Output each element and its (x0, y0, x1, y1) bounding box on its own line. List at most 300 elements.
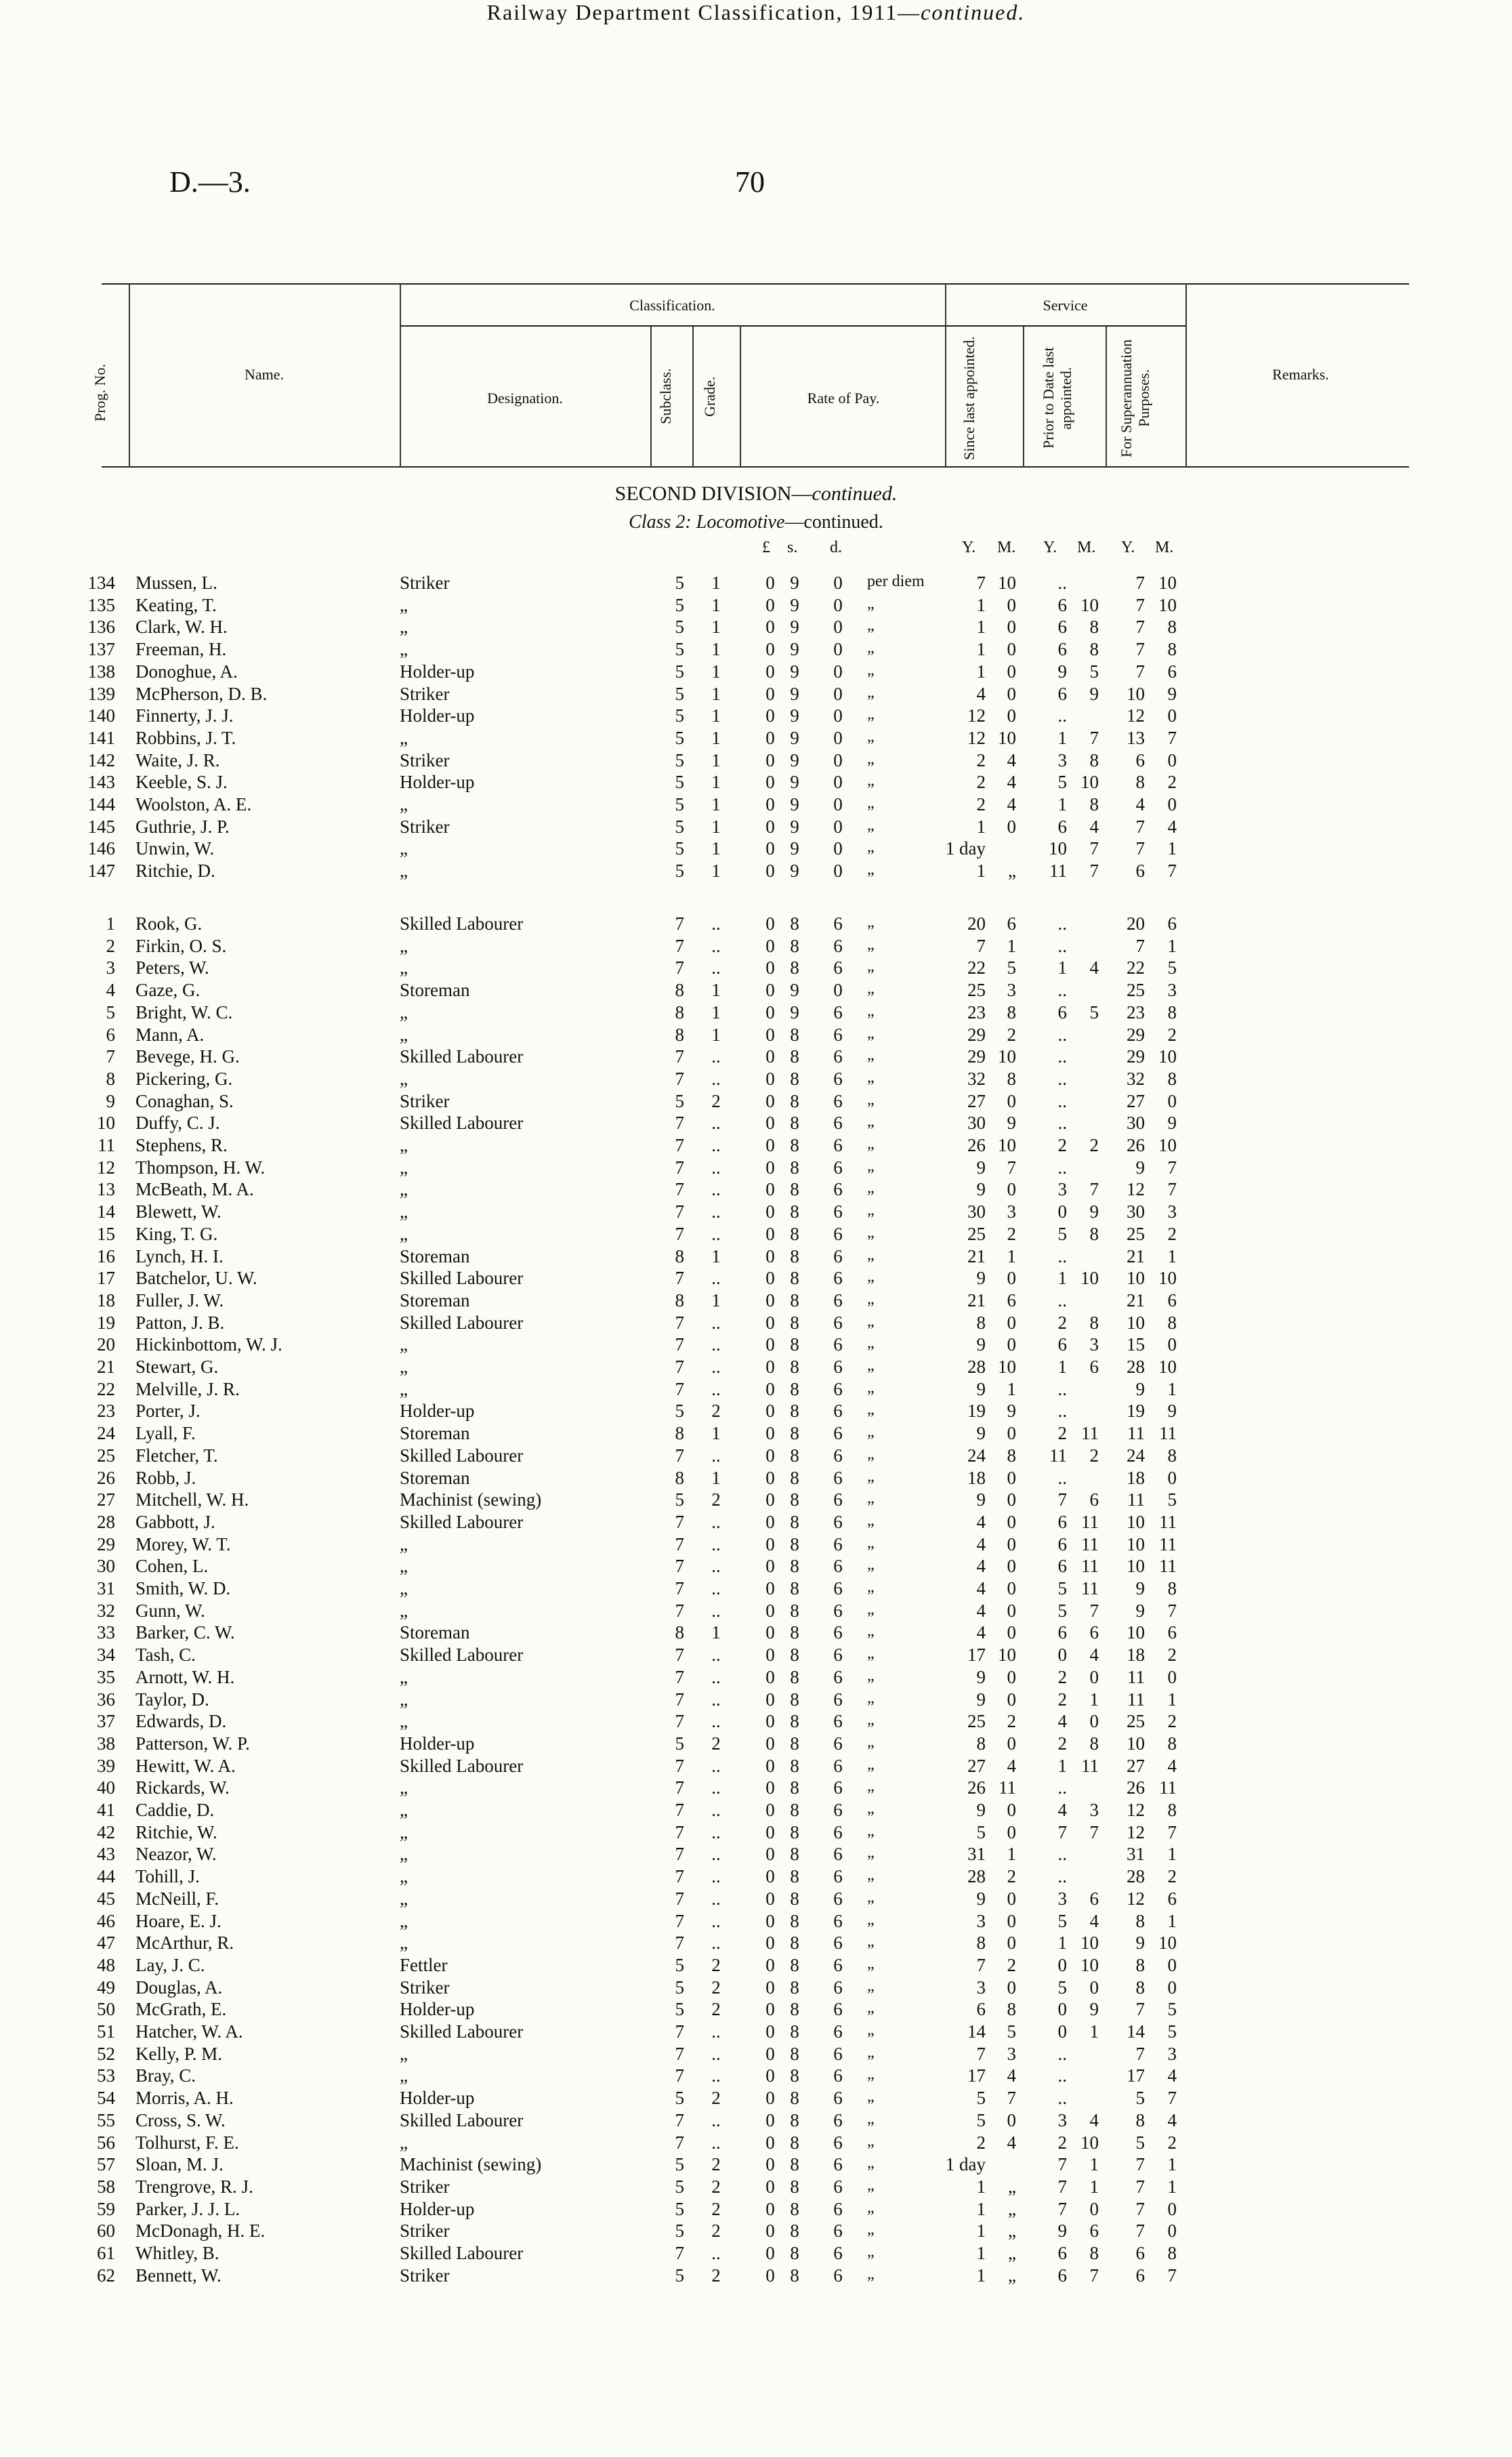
rate-period: „ (867, 1578, 875, 1596)
since-months: 0 (1007, 1179, 1016, 1200)
table-row (0, 1689, 1512, 1711)
super-months: 9 (1167, 683, 1177, 704)
employee-name: Stewart, G. (135, 1357, 219, 1377)
super-years: 10 (1127, 683, 1145, 704)
since-years: 4 (976, 1578, 986, 1598)
table-row (0, 1578, 1512, 1600)
super-years: 21 (1127, 1289, 1145, 1310)
subclass: 5 (675, 1954, 684, 1975)
super-months: 1 (1167, 1689, 1177, 1710)
rate-pence: 6 (833, 1002, 843, 1023)
rate-pence: 6 (833, 2243, 843, 2263)
prior-years: 0 (1057, 1999, 1067, 2020)
grade: .. (711, 935, 721, 956)
table-row (0, 1025, 1512, 1046)
designation: „ (400, 1866, 408, 1887)
rate-shillings: 8 (790, 2154, 799, 2175)
since-years: 5 (976, 2109, 986, 2130)
designation: „ (400, 1888, 408, 1909)
table-row (0, 1866, 1512, 1888)
rate-shillings: 8 (790, 1533, 799, 1554)
rate-pence: 6 (833, 1135, 843, 1155)
designation: Striker (400, 2176, 450, 2197)
since-months: 9 (1007, 1113, 1016, 1134)
rate-pence: 6 (833, 2109, 843, 2130)
rate-pence: 6 (833, 1378, 843, 1399)
employee-name: McBeath, M. A. (135, 1179, 254, 1200)
since-years: 1 day (945, 2154, 986, 2175)
rate-pence: 6 (833, 2021, 843, 2042)
prior-years: 2 (1057, 1423, 1067, 1444)
designation: „ (400, 1600, 408, 1621)
super-months: 0 (1167, 1977, 1177, 1998)
rate-shillings: 8 (790, 2088, 799, 2109)
grade: .. (711, 1645, 721, 1666)
rate-pounds: 0 (765, 1401, 775, 1422)
col-grade: Grade. (701, 376, 718, 417)
subclass: 5 (675, 2265, 684, 2286)
super-months: 11 (1159, 1777, 1177, 1798)
designation: „ (400, 617, 408, 638)
prog-no: 62 (97, 2265, 115, 2286)
rate-pence: 6 (833, 1866, 843, 1887)
rate-period: „ (867, 1157, 875, 1175)
grade: 2 (711, 2265, 721, 2286)
designation: Storeman (400, 1622, 470, 1643)
rate-pence: 0 (833, 749, 843, 770)
rate-pence: 0 (833, 980, 843, 1001)
prior-years: 5 (1057, 1578, 1067, 1598)
super-months: 6 (1167, 1289, 1177, 1310)
prior-months: 8 (1089, 617, 1099, 638)
rate-period: „ (867, 617, 875, 635)
rate-shillings: 8 (790, 1113, 799, 1134)
rate-pence: 6 (833, 1622, 843, 1643)
grade: 1 (711, 794, 721, 814)
rate-pence: 6 (833, 1933, 843, 1954)
prog-no: 12 (97, 1157, 115, 1178)
rate-pounds: 0 (765, 1090, 775, 1111)
since-months: 2 (1007, 1024, 1016, 1045)
rate-pence: 6 (833, 1977, 843, 1998)
super-months: 10 (1158, 573, 1177, 593)
since-years: 9 (976, 1157, 986, 1178)
grade: .. (711, 1268, 721, 1289)
rate-pounds: 0 (765, 594, 775, 615)
designation: „ (400, 1933, 408, 1954)
since-months: 7 (1007, 2088, 1016, 2109)
super-months: 6 (1167, 913, 1177, 934)
grade: 1 (711, 1289, 721, 1310)
super-months: 2 (1167, 1711, 1177, 1732)
table-row (0, 1888, 1512, 1910)
prog-no: 48 (97, 1954, 115, 1975)
rate-pence: 6 (833, 1533, 843, 1554)
employee-name: Patterson, W. P. (135, 1733, 250, 1754)
super-months: 10 (1158, 1046, 1177, 1067)
rate-pounds: 0 (765, 816, 775, 837)
subclass: 5 (675, 617, 684, 638)
rate-shillings: 9 (790, 1002, 799, 1023)
grade: 1 (711, 980, 721, 1001)
table-row (0, 1046, 1512, 1068)
prior-years: 5 (1057, 1910, 1067, 1931)
employee-name: Bray, C. (135, 2065, 196, 2086)
employee-name: Woolston, A. E. (135, 794, 252, 814)
prior-months: 6 (1089, 1357, 1099, 1377)
rate-shillings: 8 (790, 2021, 799, 2042)
col-prog-no: Prog. No. (91, 364, 108, 422)
super-years: 25 (1127, 980, 1145, 1001)
rate-period: „ (867, 2176, 875, 2194)
rate-pounds: 0 (765, 1157, 775, 1178)
super-years: 27 (1127, 1090, 1145, 1111)
grade: .. (711, 957, 721, 978)
super-months: 6 (1167, 661, 1177, 682)
prior-months: 5 (1089, 1002, 1099, 1023)
employee-name: Finnerty, J. J. (135, 705, 234, 726)
designation: „ (400, 1800, 408, 1820)
prior-years: .. (1057, 1024, 1067, 1045)
employee-name: Cross, S. W. (135, 2109, 226, 2130)
designation: Storeman (400, 1289, 470, 1310)
prior-months: 6 (1089, 2221, 1099, 2242)
since-years: 1 (976, 617, 986, 638)
subclass: 7 (675, 1113, 684, 1134)
rate-period: „ (867, 1556, 875, 1574)
super-months: 8 (1167, 1002, 1177, 1023)
prog-no: 43 (97, 1844, 115, 1865)
col-designation: Designation. (487, 390, 563, 407)
prior-years: 7 (1057, 2198, 1067, 2219)
employee-name: Batchelor, U. W. (135, 1268, 257, 1289)
super-years: 6 (1135, 749, 1145, 770)
rate-period: „ (867, 1334, 875, 1353)
prog-no: 137 (87, 639, 115, 660)
super-months: 7 (1167, 861, 1177, 882)
table-row (0, 661, 1512, 683)
rate-pounds: 0 (765, 1689, 775, 1710)
prog-no: 144 (87, 794, 115, 814)
subclass: 7 (675, 1777, 684, 1798)
rate-pounds: 0 (765, 1954, 775, 1975)
since-years: 9 (976, 1378, 986, 1399)
super-months: 10 (1158, 1933, 1177, 1954)
prog-no: 46 (97, 1910, 115, 1931)
super-years: 9 (1135, 1933, 1145, 1954)
table-row (0, 1445, 1512, 1467)
since-years: 2 (976, 2132, 986, 2153)
table-row (0, 1468, 1512, 1489)
super-years: 8 (1135, 1910, 1145, 1931)
rate-shillings: 8 (790, 1821, 799, 1842)
since-years: 5 (976, 2088, 986, 2109)
rate-shillings: 8 (790, 1711, 799, 1732)
super-months: 11 (1159, 1423, 1177, 1444)
table-row (0, 1069, 1512, 1090)
rate-pounds: 0 (765, 2265, 775, 2286)
table-row (0, 1911, 1512, 1933)
since-months: 2 (1007, 1223, 1016, 1244)
subclass: 7 (675, 1135, 684, 1155)
employee-name: Stephens, R. (135, 1135, 228, 1155)
since-months: 0 (1007, 2109, 1016, 2130)
employee-name: Morey, W. T. (135, 1533, 231, 1554)
rate-pence: 6 (833, 957, 843, 978)
prog-no: 40 (97, 1777, 115, 1798)
subclass: 8 (675, 1289, 684, 1310)
table-row (0, 1933, 1512, 1954)
since-months: 0 (1007, 705, 1016, 726)
since-years: 26 (967, 1135, 986, 1155)
prog-no: 22 (97, 1378, 115, 1399)
subclass: 7 (675, 1511, 684, 1532)
rate-period: „ (867, 749, 875, 768)
super-months: 6 (1167, 1622, 1177, 1643)
prior-months: 0 (1089, 1711, 1099, 1732)
prior-months: 10 (1080, 772, 1099, 793)
rate-shillings: 8 (790, 1733, 799, 1754)
super-years: 7 (1135, 2043, 1145, 2064)
table-row (0, 1777, 1512, 1799)
prior-years: .. (1057, 1467, 1067, 1488)
rate-period: „ (867, 816, 875, 834)
designation: Skilled Labourer (400, 1511, 524, 1532)
prior-years: .. (1057, 1289, 1067, 1310)
super-years: 27 (1127, 1755, 1145, 1776)
rate-pounds: 0 (765, 1999, 775, 2020)
rate-shillings: 8 (790, 1622, 799, 1643)
employee-name: Firkin, O. S. (135, 935, 227, 956)
since-years: 27 (967, 1755, 986, 1776)
rate-shillings: 8 (790, 2043, 799, 2064)
rate-pounds: 0 (765, 2109, 775, 2130)
prog-no: 54 (97, 2088, 115, 2109)
rate-pounds: 0 (765, 1711, 775, 1732)
since-years: 17 (967, 1645, 986, 1666)
rate-shillings: 8 (790, 957, 799, 978)
rate-shillings: 9 (790, 639, 799, 660)
prior-months: 11 (1081, 1423, 1099, 1444)
unit-m1: M. (997, 539, 1016, 556)
designation: „ (400, 935, 408, 956)
super-months: 1 (1167, 1910, 1177, 1931)
table-row (0, 2110, 1512, 2132)
rate-shillings: 8 (790, 1689, 799, 1710)
since-months: 4 (1007, 1755, 1016, 1776)
since-years: 8 (976, 1733, 986, 1754)
rate-period: „ (867, 594, 875, 613)
prior-months: 11 (1081, 1533, 1099, 1554)
employee-name: Douglas, A. (135, 1977, 223, 1998)
since-years: 4 (976, 1556, 986, 1577)
rate-period: „ (867, 1777, 875, 1796)
employee-name: Bennett, W. (135, 2265, 222, 2286)
super-months: 2 (1167, 1223, 1177, 1244)
since-months: 10 (998, 573, 1016, 593)
grade: .. (711, 1334, 721, 1355)
rate-shillings: 8 (790, 1600, 799, 1621)
subclass: 7 (675, 1179, 684, 1200)
designation: Striker (400, 1090, 450, 1111)
rate-period: „ (867, 2088, 875, 2106)
since-years: 24 (967, 1445, 986, 1466)
since-years: 21 (967, 1289, 986, 1310)
rate-pounds: 0 (765, 1378, 775, 1399)
since-months: 0 (1007, 1666, 1016, 1687)
subclass: 5 (675, 2154, 684, 2175)
super-months: 2 (1167, 2132, 1177, 2153)
since-years: 9 (976, 1689, 986, 1710)
employee-name: Sloan, M. J. (135, 2154, 224, 2175)
prog-no: 56 (97, 2132, 115, 2153)
rate-period: „ (867, 1201, 875, 1220)
since-years: 9 (976, 1179, 986, 1200)
subclass: 5 (675, 2088, 684, 2109)
super-months: 7 (1167, 1157, 1177, 1178)
employee-name: Kelly, P. M. (135, 2043, 223, 2064)
rate-pence: 6 (833, 1312, 843, 1333)
super-months: 0 (1167, 1090, 1177, 1111)
grade: 1 (711, 749, 721, 770)
designation: „ (400, 1578, 408, 1598)
designation: Fettler (400, 1954, 448, 1975)
rate-pounds: 0 (765, 2043, 775, 2064)
rate-pence: 6 (833, 1844, 843, 1865)
prior-months: 8 (1089, 1312, 1099, 1333)
super-months: 1 (1167, 1378, 1177, 1399)
prior-months: 4 (1089, 2109, 1099, 2130)
prior-years: 6 (1057, 1556, 1067, 1577)
employee-name: Barker, C. W. (135, 1622, 235, 1643)
prior-years: 3 (1057, 1888, 1067, 1909)
since-months: „ (1008, 2221, 1016, 2242)
rate-pence: 6 (833, 1268, 843, 1289)
table-row (0, 2176, 1512, 2198)
rate-pounds: 0 (765, 1556, 775, 1577)
rate-period: „ (867, 705, 875, 724)
super-years: 9 (1135, 1600, 1145, 1621)
super-years: 10 (1127, 1511, 1145, 1532)
since-years: 4 (976, 683, 986, 704)
employee-name: Parker, J. J. L. (135, 2198, 240, 2219)
table-row (0, 1157, 1512, 1179)
super-years: 8 (1135, 1977, 1145, 1998)
prog-no: 24 (97, 1423, 115, 1444)
subclass: 5 (675, 727, 684, 748)
employee-name: Hoare, E. J. (135, 1910, 222, 1931)
super-years: 25 (1127, 1711, 1145, 1732)
since-months: 3 (1007, 1201, 1016, 1222)
rate-pence: 6 (833, 2221, 843, 2242)
employee-name: Tash, C. (135, 1645, 196, 1666)
prior-months: 6 (1089, 1622, 1099, 1643)
rate-pounds: 0 (765, 1467, 775, 1488)
rate-pounds: 0 (765, 794, 775, 814)
super-years: 18 (1127, 1467, 1145, 1488)
table-row (0, 1955, 1512, 1977)
prior-years: 1 (1057, 957, 1067, 978)
rate-pence: 0 (833, 727, 843, 748)
rate-pounds: 0 (765, 1068, 775, 1089)
prior-months: 11 (1081, 1511, 1099, 1532)
grade: 1 (711, 861, 721, 882)
unit-pence: d. (830, 539, 842, 556)
since-months: 3 (1007, 2043, 1016, 2064)
rate-pence: 6 (833, 2088, 843, 2109)
super-years: 8 (1135, 2109, 1145, 2130)
since-months: 0 (1007, 1533, 1016, 1554)
rate-period: „ (867, 1866, 875, 1884)
super-months: 1 (1167, 935, 1177, 956)
since-months: 4 (1007, 2065, 1016, 2086)
subclass: 7 (675, 1533, 684, 1554)
since-months: 0 (1007, 1821, 1016, 1842)
since-years: 7 (976, 935, 986, 956)
rate-shillings: 9 (790, 772, 799, 793)
designation: Skilled Labourer (400, 1046, 524, 1067)
since-years: 30 (967, 1201, 986, 1222)
since-years: 4 (976, 1622, 986, 1643)
rate-period: „ (867, 1711, 875, 1729)
super-years: 14 (1127, 2021, 1145, 2042)
super-months: 8 (1167, 1312, 1177, 1333)
rate-pence: 6 (833, 1711, 843, 1732)
rate-pounds: 0 (765, 1733, 775, 1754)
title-main: Railway Department Classification, 1911— (486, 0, 921, 24)
rate-period: „ (867, 2132, 875, 2150)
designation: Skilled Labourer (400, 1268, 524, 1289)
prior-years: .. (1057, 1777, 1067, 1798)
table-row (0, 1601, 1512, 1622)
super-years: 5 (1135, 2088, 1145, 2109)
designation: Holder-up (400, 1733, 475, 1754)
rate-pence: 6 (833, 1357, 843, 1377)
designation: „ (400, 1844, 408, 1865)
table-row (0, 794, 1512, 816)
employee-name: Caddie, D. (135, 1800, 215, 1820)
grade: 2 (711, 1090, 721, 1111)
prior-years: 3 (1057, 2109, 1067, 2130)
since-years: 23 (967, 1002, 986, 1023)
rate-pence: 0 (833, 617, 843, 638)
prior-years: 11 (1049, 861, 1067, 882)
rate-period: „ (867, 1600, 875, 1618)
subclass: 7 (675, 1844, 684, 1865)
table-row (0, 1977, 1512, 1999)
table-row (0, 1002, 1512, 1024)
super-months: 7 (1167, 2265, 1177, 2286)
super-months: 7 (1167, 2088, 1177, 2109)
designation: „ (400, 1157, 408, 1178)
grade: .. (711, 2243, 721, 2263)
prior-months: 7 (1089, 1600, 1099, 1621)
rate-pence: 6 (833, 1755, 843, 1776)
rate-pounds: 0 (765, 1489, 775, 1510)
employee-name: Clark, W. H. (135, 617, 228, 638)
rate-pounds: 0 (765, 661, 775, 682)
employee-name: Lay, J. C. (135, 1954, 205, 1975)
super-years: 10 (1127, 1268, 1145, 1289)
designation: Skilled Labourer (400, 913, 524, 934)
rate-pounds: 0 (765, 861, 775, 882)
grade: .. (711, 1357, 721, 1377)
employee-name: Rickards, W. (135, 1777, 230, 1798)
employee-name: Robbins, J. T. (135, 727, 236, 748)
grade: .. (711, 1777, 721, 1798)
rate-pence: 6 (833, 1910, 843, 1931)
since-months: 0 (1007, 594, 1016, 615)
